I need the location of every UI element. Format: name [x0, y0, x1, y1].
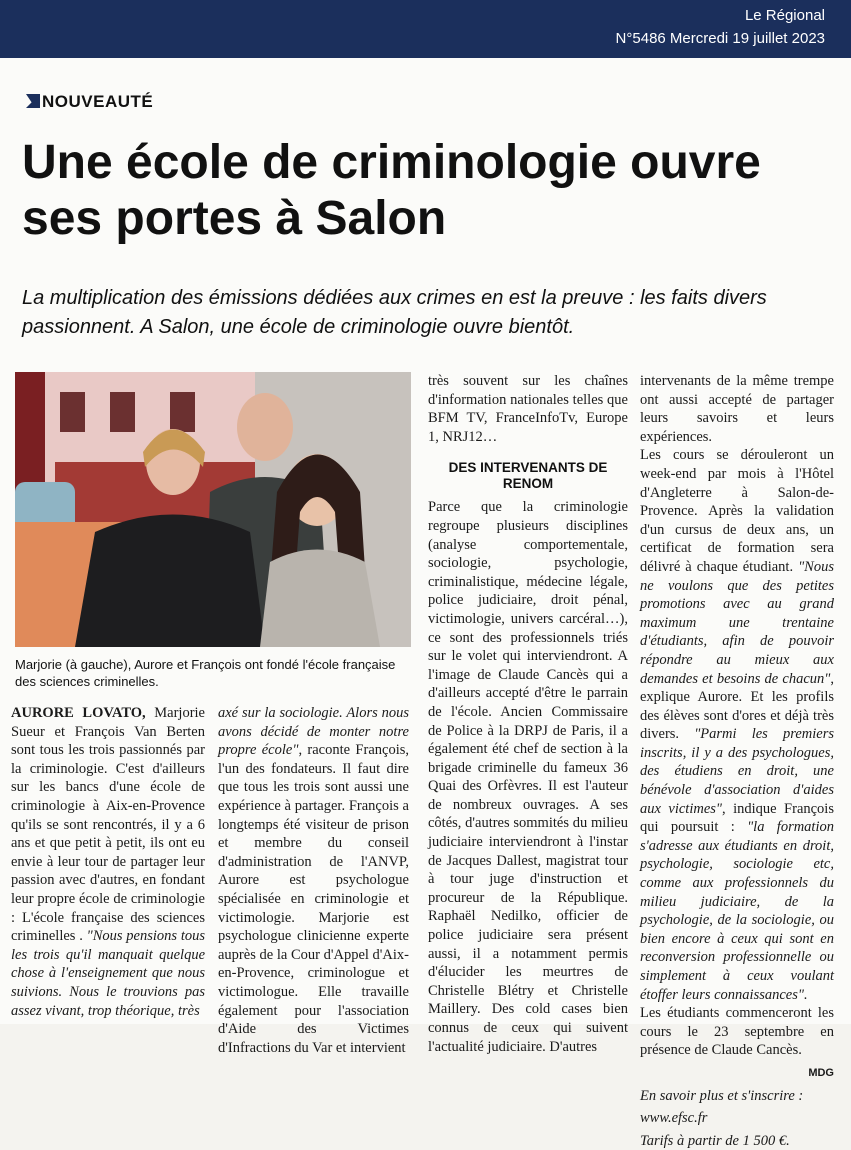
- col4-p1: intervenants de la même trempe ont aussi accepté de partager leurs savoirs et leurs expériences.: [640, 373, 834, 445]
- photo-caption: Marjorie (à gauche), Aurore et François ont fondé l'école française des sciences criminelles.: [15, 657, 396, 689]
- quote-1: "Nous pensions tous les trois qu'il manquait quelque chose à l'enseignement que nous suivions. Nous le trouvions pas assez vivant, trop théorique, très: [11, 928, 205, 1019]
- col4-p2: [640, 446, 834, 1004]
- col4-p3: Les étudiants commenceront les cours le 23 septembre en présence de Claude Cancès.: [640, 1005, 834, 1059]
- subhead: DES INTERVENANTS DE RENOM: [448, 460, 608, 492]
- photo-illustration: [15, 372, 411, 647]
- intro-text: Marjorie Sueur et François Van Berten sont tous les trois passionnés par la criminologie. C'est d'ailleurs sur les bancs d'une école de criminologie à Aix-en-Provence qu'ils se sont rencontrés, il y a 6 ans et que petit à petit, ils ont eu envie à leur tour de partager leur passion avec d'autres, en fondant leur propre école de criminologie : L'école française des sciences criminelles .: [11, 705, 205, 945]
- signature: MDG: [808, 1066, 834, 1079]
- column-3: [428, 372, 628, 1056]
- col4-text-c: , indique François qui poursuit :: [640, 800, 834, 836]
- info-price: Tarifs à partir de 1 500 €.: [640, 1132, 790, 1149]
- section-label-text: NOUVEAUTÉ: [42, 92, 154, 111]
- group-photo: [15, 372, 411, 647]
- info-line: En savoir plus et s'inscrire :: [640, 1087, 804, 1104]
- flag-icon: [26, 94, 40, 108]
- section-label: [26, 92, 153, 112]
- col4-text-a: Les cours se dérouleront un week-end par mois à l'Hôtel d'Angleterre à Salon-de-Provence. Après la validation d'un cursus de deux ans, un certificat de formation sera délivré à chaque étudiant.: [640, 447, 834, 575]
- quote-1-cont: axé sur la sociologie. Alors nous avons décidé de monter notre propre école": [218, 705, 409, 759]
- col2-paragraph: [218, 704, 409, 1057]
- col3-top: très souvent sur les chaînes d'information nationales telles que BFM TV, FranceInfoTv, Europe 1, NRJ12…: [428, 373, 628, 445]
- publication-name: Le Régional: [744, 7, 825, 24]
- info-url[interactable]: www.efsc.fr: [640, 1110, 708, 1127]
- masthead-bar: [0, 0, 851, 58]
- col4-text-b: , explique Aurore. Et les profils des élèves sont d'ores et déjà très divers.: [640, 670, 834, 743]
- quote-aurore: "Nous ne voulons que des petites promotions avec au grand maximum une trentaine d'étudiants, afin de pouvoir répondre au mieux aux demandes et besoins de chacun": [640, 558, 834, 687]
- quote-francois-2: "la formation s'adresse aux étudiants en droit, psychologie, sociologie etc, comme aux professionnels du milieu judiciaire, de la psychologie, de la sociologie, ou bien encore à ceux qui sont en reconversion professionnelle ou simplement à ceux voulant étoffer leurs connaissances".: [640, 819, 834, 1003]
- column-2: [218, 704, 409, 1057]
- col3-body: Parce que la criminologie regroupe plusieurs disciplines (analyse comportementale, sociologie, psychologie, criminalistique, médecine légale, police judiciaire, droit pénal, victimologie, univers carcéral…), ce sont des professionnels triés sur le volet qui interviendront. A l'image de Claude Cancès qui a d'ailleurs accepté d'être le parrain de l'école. Ancien Commissaire de Police à la DRPJ de Paris, il a également été chef de section à la brigade criminelle du fameux 36 Quai des Orfèvres. Il est l'auteur de nombreux ouvrages. A ses côtés, d'autres sommités du milieu judiciaire interviendront à l'instar de Jacques Dallest, magistrat tour à tour juge d'instruction et procureur de la République. Raphaël Nedilko, officier de police judiciaire sera présent aussi, il a notamment permis d'élucider les meurtres de Christelle Blétry et Christelle Maillery. Des cold cases bien connus de ceux qui suivent l'actualité judiciaire. D'autres: [428, 499, 628, 1055]
- headline: Une école de criminologie ouvre ses portes à Salon: [22, 136, 761, 245]
- author-byline: AURORE LOVATO,: [11, 705, 146, 721]
- column-1: [11, 704, 205, 1020]
- quote-francois-1: "Parmi les premiers inscrits, il y a des psychologues, des étudiens en droit, une bénévole d'association d'aides aux victimes": [640, 726, 834, 817]
- col2-text: , raconte François, l'un des fondateurs. Il faut dire que tous les trois sont aussi une expérience à partager. François a longtemps été visiteur de prison et membre du conseil d'administration de l'ANVP, Aurore est psychologue spécialisée en criminologie et victimologie. Marjorie est psychologue clinicienne experte auprès de la Cour d'Appel d'Aix-en-Provence, criminologue et victimologue. Elle travaille également pour l'association d'Aide des Victimes d'Infractions du Var et intervient: [218, 742, 409, 1056]
- deck: La multiplication des émissions dédiées aux crimes en est la preuve : les faits divers passionnent. A Salon, une école de criminologie ouvre bientôt.: [22, 287, 767, 338]
- column-4: [640, 372, 834, 1150]
- issue-date: N°5486 Mercredi 19 juillet 2023: [615, 30, 825, 47]
- intro-paragraph: [11, 704, 205, 1020]
